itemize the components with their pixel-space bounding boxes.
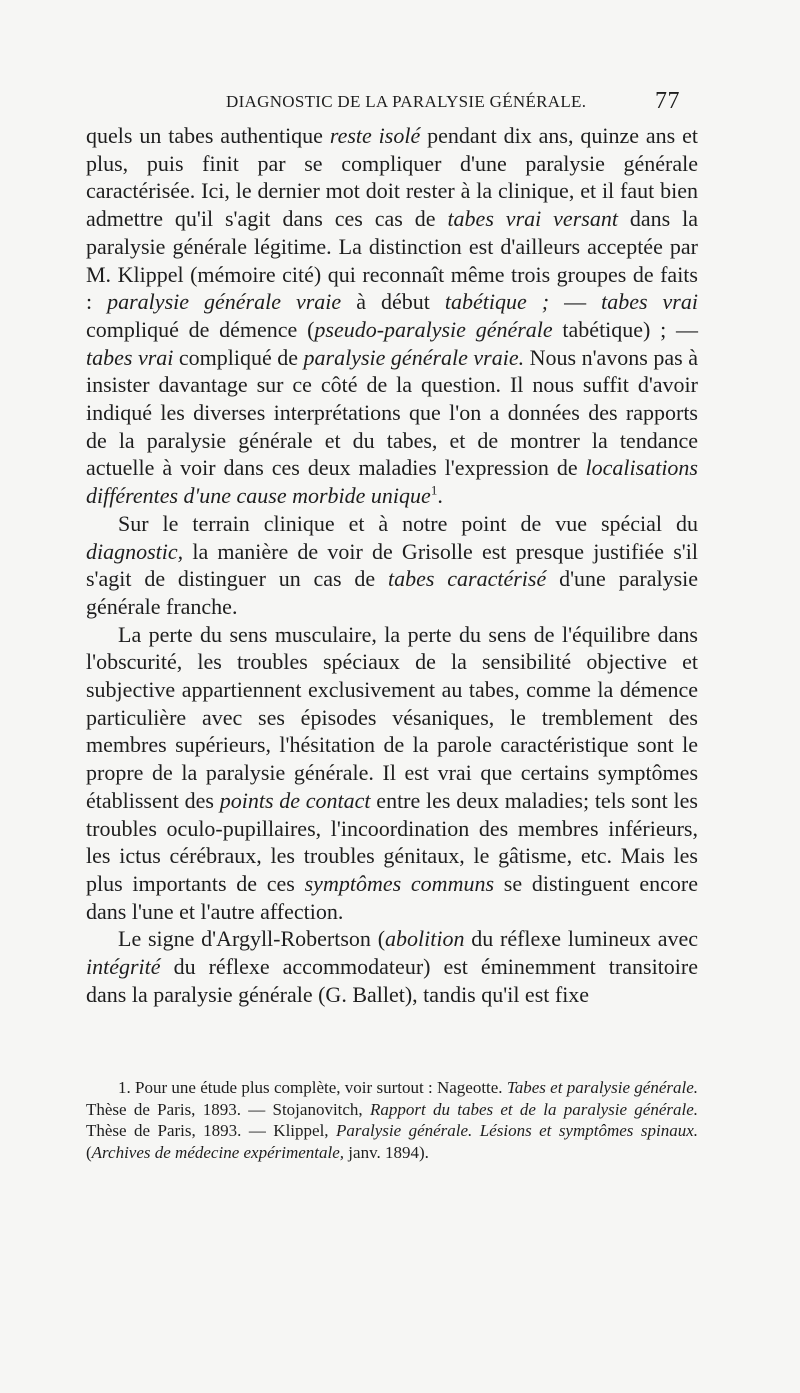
body-text [86,122,698,1009]
text-run: tabétique) ; — [552,316,699,342]
text-run: compliqué de démence ( [86,316,315,342]
text-run: Sur le terrain clinique et à notre point de vue spécial du [118,510,698,536]
italic-text: tabes vrai [601,289,698,315]
italic-text: tabétique ; [444,289,550,315]
italic-text: reste isolé [329,123,421,148]
italic-text: intégrité [86,954,161,980]
text-run: janv. 1894). [344,1142,429,1162]
italic-text: Paralysie générale. Lésions et symptômes spinaux. [335,1121,698,1140]
text-run: 1. Pour une étude plus complète, voir surtout : Nageotte. [118,1078,507,1097]
text-run: La perte du sens musculaire, la perte du sens de l'équilibre dans l'obscurité, les troubles spéciaux de la sensibilité objective et subjective appartiennent exclusivement au tabes, comme la démence particulière avec ses épisodes vésaniques, le tremblement des membres supérieurs, l'hésitation de la parole caractéristique sont le propre de la paralysie générale. Il est vrai que certains symptômes établissent des [86,621,698,813]
italic-text: Tabes et paralysie générale. [506,1078,698,1097]
text-run: — [549,289,602,315]
page-number: 77 [655,88,680,114]
italic-text: symptômes communs [304,870,495,896]
italic-text: diagnostic, [86,538,184,564]
text-run: compliqué de [173,344,304,370]
italic-text: pseudo-paralysie générale [314,316,553,342]
paragraph [86,621,698,926]
text-run: la manière de voir de Grisolle est presque justifiée s'il s'agit de distinguer un cas de [86,538,698,592]
text-run: du réflexe accommodateur) est éminemment transitoire dans la paralysie générale (G. Ballet), tandis qu'il est fixe [86,954,698,1007]
text-run: du réflexe lumineux avec [464,926,698,952]
footnote [86,1077,698,1163]
text-run: Thèse de Paris, 1893. — Klippel, [86,1121,336,1140]
text-run: Thèse de Paris, 1893. — Stojanovitch, [86,1099,370,1119]
running-title: DIAGNOSTIC DE LA PARALYSIE GÉNÉRALE. [226,92,587,111]
text-run: se distinguent encore dans l'une et l'autre affection. [86,870,698,924]
footnote-reference: 1 [430,482,438,498]
text-run: Nous n'avons pas à insister davantage sur ce côté de la question. Il nous suffit d'avoir indiqué les diverses interprétations que l'on a données des rapports de la paralysie générale et du tabes, et de montrer la tendance actuelle à voir dans ces deux maladies l'expression de [86,344,698,481]
italic-text: tabes vrai versant [447,206,618,232]
paragraph [86,510,698,621]
text-run: entre les deux maladies; tels sont les troubles oculo-pupillaires, l'incoordination des membres inférieurs, les ictus cérébraux, les troubles génitaux, le gâtisme, etc. Mais les plus importants de ces [86,787,698,896]
text-run: à début [341,289,445,315]
paragraph [86,925,698,1008]
page-header [88,88,688,120]
text-run: d'une paralysie générale franche. [86,566,699,619]
italic-text: paralysie générale vraie. [303,344,525,370]
italic-text: tabes caractérisé [388,566,547,592]
text-run: Le signe d'Argyll-Robertson ( [118,926,386,952]
text-run: ( [86,1142,92,1162]
text-run: quels un tabes authentique [86,123,330,148]
paragraph [86,122,698,510]
italic-text: tabes vrai [86,344,174,370]
text-run: dans la paralysie générale légitime. La distinction est d'ailleurs acceptée par M. Klippel (mémoire cité) qui reconnaît même trois groupes de faits : [86,206,698,315]
italic-text: paralysie générale vraie [107,289,342,315]
italic-text: Archives de médecine expérimentale, [91,1142,345,1162]
italic-text: points de contact [219,787,371,813]
text-run: pendant dix ans, quinze ans et plus, puis finit par se compliquer d'une paralysie générale caractérisée. Ici, le dernier mot doit rester à la clinique, et il faut bien admettre qu'il s'agit dans ces cas de [86,123,698,232]
italic-text: Rapport du tabes et de la paralysie générale. [369,1099,699,1119]
italic-text: abolition [385,926,465,952]
italic-text: localisations différentes d'une cause morbide unique [86,455,698,509]
footnotes [86,1077,698,1163]
text-run: . [437,483,443,509]
